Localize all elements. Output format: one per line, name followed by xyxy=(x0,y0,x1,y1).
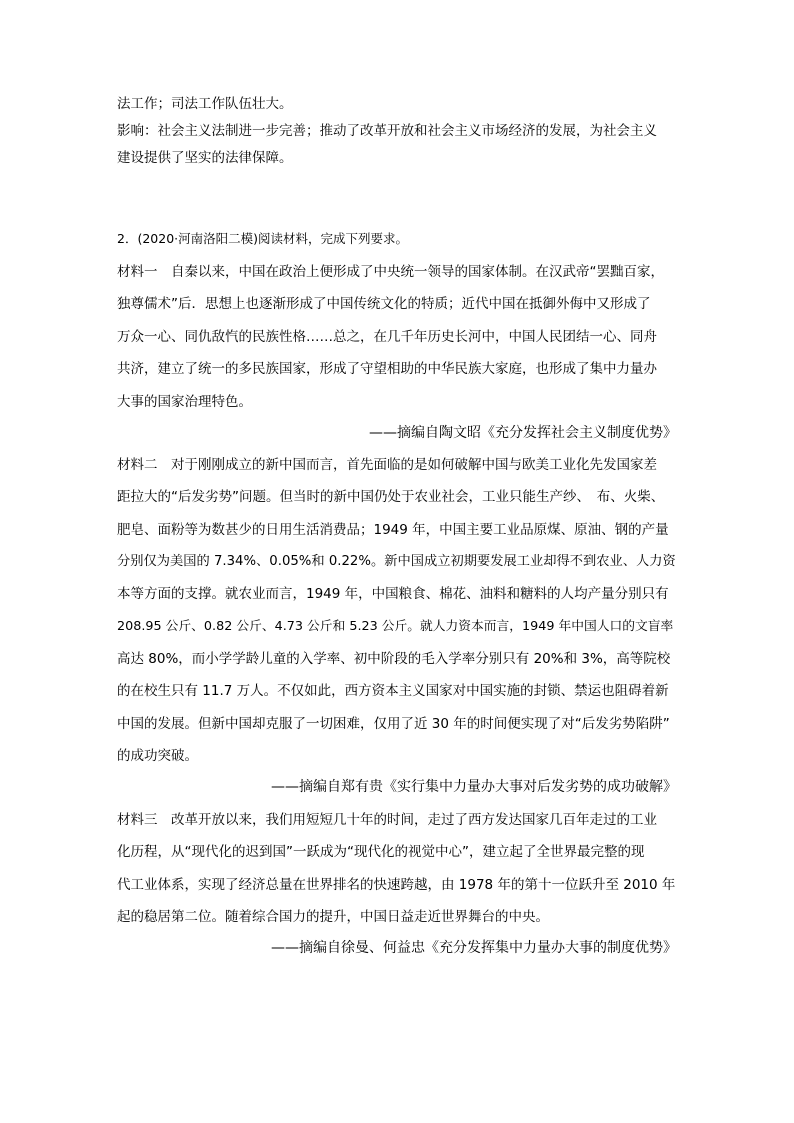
material2-line-4: 分别仅为美国的 7.34%、0.05%和 0.22%。新中国成立初期要发展工业却得不到农业、人力资 xyxy=(117,554,676,569)
material2-line-8: 的在校生只有 11.7 万人。不仅如此，西方资本主义国家对中国实施的封锁、禁运也阻碍着新 xyxy=(117,683,669,699)
material1-source: ——摘编自陶文昭《充分发挥社会主义制度优势》 xyxy=(369,425,677,441)
material3-source: ——摘编自徐曼、何益忠《充分发挥集中力量办大事的制度优势》 xyxy=(271,940,677,956)
intro-line-3: 建设提供了坚实的法律保障。 xyxy=(117,150,293,166)
material2-line-9: 中国的发展。但新中国却克服了一切困难，仅用了近 30 年的时间便实现了对“后发劣势陷阱” xyxy=(117,716,670,732)
intro-line-1: 法工作；司法工作队伍壮大。 xyxy=(117,96,293,112)
intro-line-2: 影响：社会主义法制进一步完善；推动了改革开放和社会主义市场经济的发展，为社会主义 xyxy=(117,123,657,139)
material2-source: ——摘编自郑有贵《实行集中力量办大事对后发劣势的成功破解》 xyxy=(271,779,677,795)
material1-line-3: 万众一心、同仇敌忾的民族性格……总之，在几千年历史长河中，中国人民团结一心、同舟 xyxy=(117,329,657,345)
material2-line-7: 高达 80%，而小学学龄儿童的入学率、初中阶段的毛入学率分别只有 20%和 3%，高等院校 xyxy=(117,651,671,667)
material1-line-4: 共济，建立了统一的多民族国家，形成了守望相助的中华民族大家庭，也形成了集中力量办 xyxy=(117,361,657,377)
material2-line-2: 距拉大的“后发劣势”问题。但当时的新中国仍处于农业社会，工业只能生产纱、 布、火柴、 xyxy=(117,489,665,505)
material2-line-1: 材料二 对于刚刚成立的新中国而言，首先面临的是如何破解中国与欧美工业化先发国家差 xyxy=(117,457,657,473)
question-heading: 2．(2020·河南洛阳二模)阅读材料，完成下列要求。 xyxy=(117,231,408,246)
material2-line-10: 的成功突破。 xyxy=(117,748,198,764)
material2-line-6: 208.95 公斤、0.82 公斤、4.73 公斤和 5.23 公斤。就人力资本而言，1949 年中国人口的文盲率 xyxy=(117,619,674,634)
material3-line-1: 材料三 改革开放以来，我们用短短几十年的时间，走过了西方发达国家几百年走过的工业 xyxy=(117,812,657,828)
material3-line-3: 代工业体系，实现了经济总量在世界排名的快速跨越，由 1978 年的第十一位跃升至 2010 年 xyxy=(117,877,676,893)
material1-line-1: 材料一 自秦以来，中国在政治上便形成了中央统一领导的国家体制。在汉武帝“罢黜百家， xyxy=(117,264,664,280)
material3-line-4: 起的稳居第二位。随着综合国力的提升，中国日益走近世界舞台的中央。 xyxy=(117,909,549,925)
material1-line-5: 大事的国家治理特色。 xyxy=(117,394,252,410)
material2-line-5: 本等方面的支撑。就农业而言，1949 年，中国粮食、棉花、油料和糖料的人均产量分别只有 xyxy=(117,586,669,602)
material2-line-3: 肥皂、面粉等为数甚少的日用生活消费品；1949 年，中国主要工业品原煤、原油、钢的产量 xyxy=(117,522,669,538)
material1-line-2: 独尊儒术”后．思想上也逐渐形成了中国传统文化的特质；近代中国在抵御外侮中又形成了 xyxy=(117,296,651,312)
material3-line-2: 化历程，从“现代化的迟到国”一跃成为“现代化的视觉中心”，建立起了全世界最完整的现 xyxy=(117,844,645,860)
